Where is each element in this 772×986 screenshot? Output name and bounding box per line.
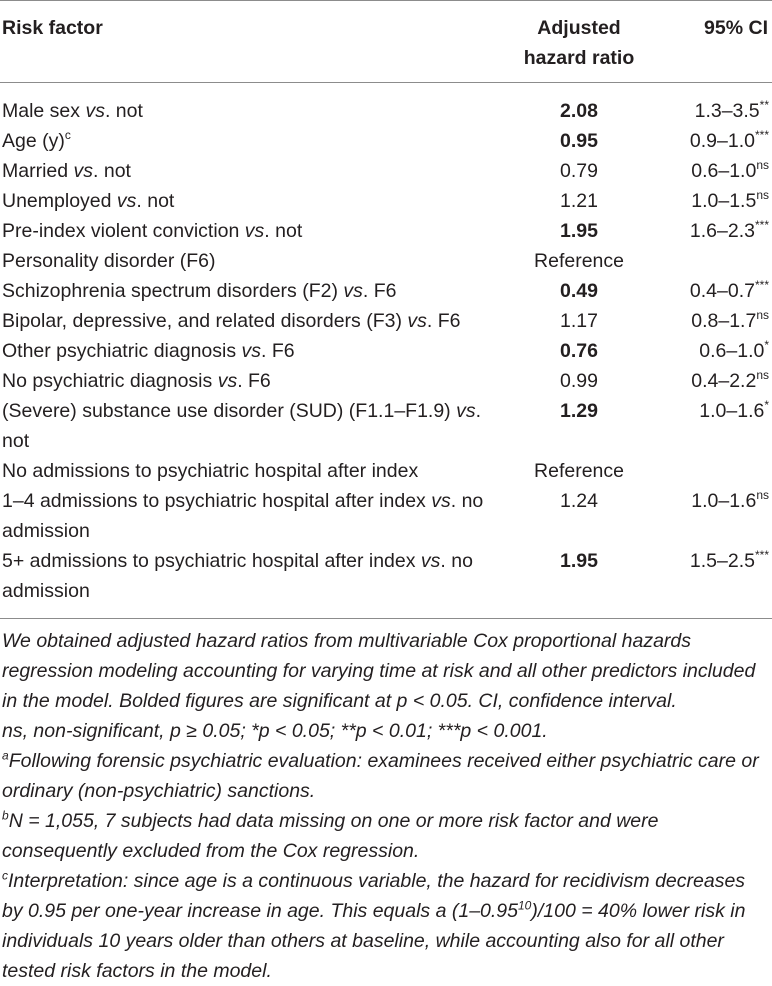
ci-cell [658,366,772,396]
footnote-c-mark: c [2,868,8,883]
risk-factor-label: (Severe) substance use disorder (SUD) (F1.1–F1.9) [2,400,457,422]
comparison-label: . F6 [362,280,397,302]
ci-value: 1.0–1.5 [691,190,757,212]
versus-label: vs [420,550,441,572]
table-row [0,246,772,276]
significance-mark: ns [756,187,769,202]
versus-label: vs [217,370,238,392]
risk-factor-cell [0,216,500,246]
hazard-ratio-cell: 1.24 [560,490,598,512]
significance-mark: *** [754,217,769,232]
note-significance: ns, non-significant, p ≥ 0.05; *p < 0.05; **p < 0.01; ***p < 0.001. [2,720,548,742]
risk-factor-label: Unemployed [2,190,117,212]
significance-mark: ** [759,97,769,112]
significance-mark: * [764,397,769,412]
risk-factor-cell [0,336,500,366]
ci-value: 1.3–3.5 [694,100,760,122]
hazard-ratio-cell: Reference [534,250,624,272]
header-hr-line1: Adjusted [537,17,621,39]
hazard-ratio-cell: 0.79 [560,160,598,182]
significance-mark: ns [756,307,769,322]
versus-label: vs [73,160,94,182]
versus-label: vs [116,190,137,212]
risk-factor-label: Married [2,160,74,182]
ci-cell [658,186,772,216]
risk-factor-cell [0,276,500,306]
versus-label: vs [244,220,265,242]
risk-factor-cell [0,156,500,186]
risk-factor-label: Other psychiatric diagnosis [2,340,242,362]
header-row [0,0,772,82]
table-row [0,456,772,486]
header-hazard-ratio [500,0,658,82]
versus-label: vs [431,490,451,512]
footnote-c [2,866,768,986]
ci-cell [658,156,772,186]
risk-factor-cell [0,82,500,126]
table-row [0,276,772,306]
footnote-c-text-pre: Interpretation: since age is a continuous variable, the hazard for recidivism decreases by 0.95 per one-year increase in age. This equals a (1–0.95 [2,870,746,922]
footnote-b-text: N = 1,055, 7 subjects had data missing on one or more risk factor and were consequently excluded from the Cox regression. [2,810,659,862]
footnote-a-text: Following forensic psychiatric evaluation: examinees received either psychiatric care or ordinary (non-psychiatric) sanctions. [2,750,759,802]
ci-value: 1.0–1.6 [691,490,757,512]
table-row [0,126,772,156]
footnote-b [2,806,768,866]
ci-cell [658,82,772,126]
ci-value: 0.4–2.2 [691,370,757,392]
ci-cell [658,306,772,336]
risk-factor-cell [0,246,500,276]
footnote-c-text-post: )/100 = 40% lower risk in individuals 10 years older than others at baseline, while accounting also for all other tested risk factors in the model. [2,900,746,982]
note-main: We obtained adjusted hazard ratios from multivariable Cox proportional hazards regression modeling accounting for varying time at risk and all other predictors included in the model. Bolded figures are significant at p < 0.05. CI, confidence interval. [2,630,756,712]
versus-label: vs [456,400,476,422]
bottom-rule [0,618,772,619]
table-row [0,82,772,126]
ci-cell [658,276,772,306]
risk-factor-label: 5+ admissions to psychiatric hospital after index [2,550,421,572]
comparison-label: . not [136,190,175,212]
ci-value: 1.6–2.3 [689,220,755,242]
table-row [0,546,772,606]
risk-factor-cell [0,456,500,486]
hazard-ratio-cell: 0.76 [560,340,598,362]
risk-factor-label: No admissions to psychiatric hospital after index [2,460,419,482]
ci-cell [658,396,772,456]
significance-mark: ns [756,157,769,172]
hazard-ratio-cell: 1.95 [560,220,598,242]
risk-factor-label: Personality disorder (F6) [2,250,216,272]
versus-label: vs [85,100,105,122]
ci-cell [658,126,772,156]
significance-mark: *** [754,547,769,562]
risk-factor-label: No psychiatric diagnosis [2,370,218,392]
risk-factor-cell [0,366,500,396]
hazard-ratio-cell: 1.21 [560,190,598,212]
comparison-label: . F6 [261,340,295,362]
ci-cell [658,456,772,486]
comparison-label: . no admission [2,490,484,542]
ci-value: 0.8–1.7 [691,310,757,332]
header-risk-factor: Risk factor [2,17,103,39]
risk-factor-label: 1–4 admissions to psychiatric hospital after index [2,490,432,512]
footnote-a [2,746,768,806]
hazard-ratio-cell: 2.08 [560,100,598,122]
risk-factor-cell [0,396,500,456]
ci-value: 0.9–1.0 [689,130,755,152]
ci-value: 1.0–1.6 [699,400,765,422]
comparison-label: . not [104,100,143,122]
ci-cell [658,546,772,606]
comparison-label: . not [264,220,303,242]
ci-value: 0.6–1.0 [699,340,765,362]
risk-factor-cell [0,186,500,216]
table-row [0,156,772,186]
significance-mark: ns [756,487,769,502]
table-row [0,396,772,456]
table-row [0,366,772,396]
footnote-b-mark: b [2,808,9,823]
ci-cell [658,486,772,546]
risk-factor-label: Bipolar, depressive, and related disorders (F3) [2,310,408,332]
hazard-ratio-cell: 1.29 [560,400,598,422]
risk-factor-cell [0,486,500,546]
hazard-ratio-cell: 0.95 [560,130,598,152]
table-row [0,486,772,546]
header-ci: 95% CI [704,17,768,39]
comparison-label: . not [93,160,131,182]
hazard-ratio-cell: 0.99 [560,370,598,392]
table-row [0,336,772,366]
footnote-a-mark: a [2,748,9,763]
risk-factor-label: Schizophrenia spectrum disorders (F2) [2,280,344,302]
versus-label: vs [241,340,262,362]
significance-mark: ns [756,367,769,382]
header-hr-line2: hazard ratio [523,47,635,69]
footnote-c-exponent: 10 [518,898,532,913]
table-notes [2,626,768,986]
risk-factor-cell [0,126,500,156]
comparison-label: . not [2,400,482,452]
table-row [0,216,772,246]
ci-value: 1.5–2.5 [689,550,755,572]
comparison-label: . no admission [2,550,473,602]
ci-value: 0.6–1.0 [691,160,757,182]
risk-factor-label: Age (y) [2,130,65,152]
risk-factor-label: Pre-index violent conviction [2,220,245,242]
versus-label: vs [407,310,427,332]
table-row [0,306,772,336]
comparison-label: . F6 [426,310,461,332]
risk-factor-cell [0,546,500,606]
significance-mark: * [764,337,769,352]
hazard-ratio-cell: Reference [534,460,624,482]
hazard-ratio-cell: 1.95 [560,550,598,572]
significance-mark: *** [754,127,769,142]
comparison-label: . F6 [237,370,271,392]
risk-factor-cell [0,306,500,336]
ci-value: 0.4–0.7 [689,280,755,302]
hazard-ratio-cell: 0.49 [560,280,598,302]
ci-cell [658,246,772,276]
table-row [0,186,772,216]
ci-cell [658,336,772,366]
hazard-ratio-cell: 1.17 [560,310,598,332]
footnote-ref: c [64,127,71,142]
ci-cell [658,216,772,246]
versus-label: vs [343,280,363,302]
significance-mark: *** [754,277,769,292]
risk-factor-label: Male sex [2,100,86,122]
